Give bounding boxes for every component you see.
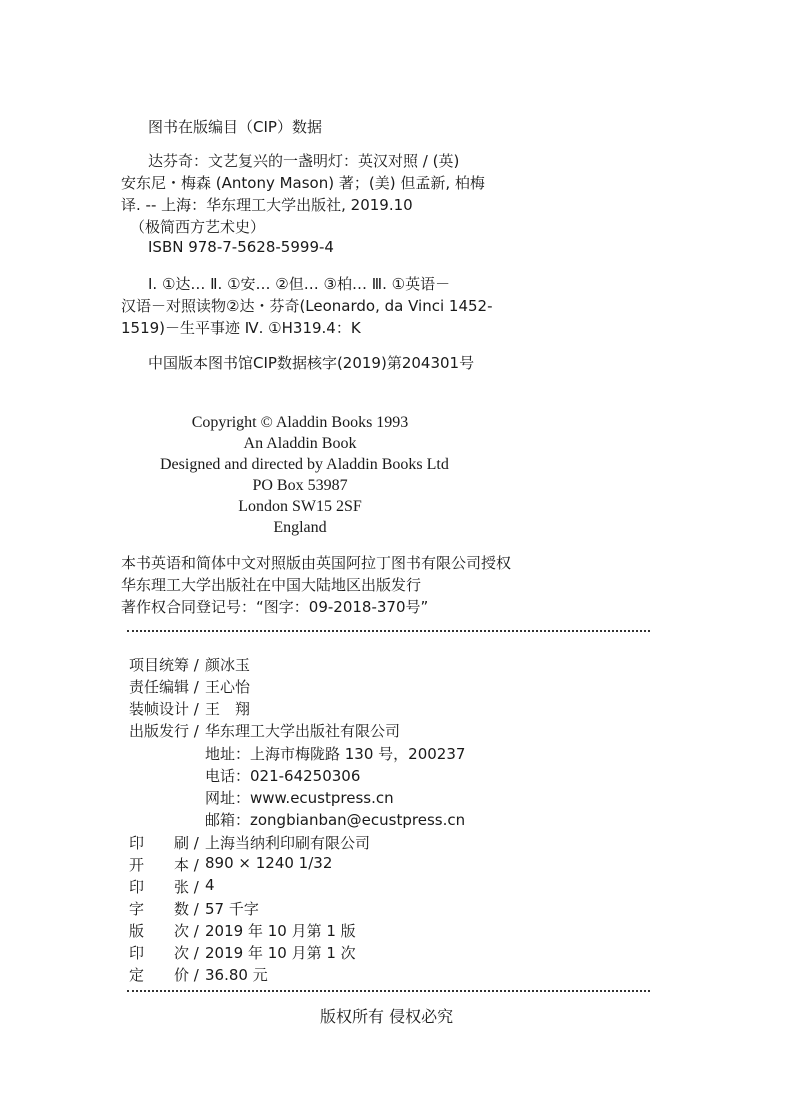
- spec-label: 印 张 /: [129, 878, 199, 896]
- spec-value: 57 千字: [205, 900, 259, 918]
- publisher-address: 地址：上海市梅陇路 130 号，200237: [205, 745, 466, 763]
- spec-label: 版 次 /: [129, 922, 199, 940]
- cip-isbn: ISBN 978-7-5628-5999-4: [148, 238, 334, 256]
- copyright-line: PO Box 53987: [252, 477, 348, 494]
- spec-label: 定 价 /: [129, 966, 199, 984]
- cip-line: 达芬奇：文艺复兴的一盏明灯：英汉对照 / (英): [148, 152, 460, 170]
- spec-label: 字 数 /: [129, 900, 199, 918]
- copyright-line: Designed and directed by Aladdin Books Ltd: [160, 456, 449, 473]
- info-value: 颜冰玉: [205, 656, 251, 674]
- info-label: 项目统筹 /: [129, 656, 199, 674]
- spec-value: 上海当纳利印刷有限公司: [205, 834, 371, 852]
- authorization-line: 著作权合同登记号：“图字：09-2018-370号”: [121, 598, 429, 616]
- publisher-phone: 电话：021-64250306: [205, 767, 361, 785]
- publisher-email: 邮箱：zongbianban@ecustpress.cn: [205, 811, 466, 829]
- cip-classification-line: 汉语－对照读物②达・芬奇(Leonardo, da Vinci 1452-: [121, 297, 493, 315]
- info-value: 王 翔: [205, 700, 251, 718]
- info-value: 王心怡: [205, 678, 251, 696]
- info-label: 装帧设计 /: [129, 700, 199, 718]
- dotted-divider: [127, 990, 650, 992]
- spec-value: 2019 年 10 月第 1 次: [205, 944, 356, 962]
- cip-classification-line: Ⅰ. ①达… Ⅱ. ①安… ②但… ③柏… Ⅲ. ①英语－: [148, 275, 451, 293]
- cip-number: 中国版本图书馆CIP数据核字(2019)第204301号: [148, 354, 475, 372]
- copyright-line: An Aladdin Book: [243, 435, 357, 452]
- spec-label: 开 本 /: [129, 856, 199, 874]
- spec-label: 印 刷 /: [129, 834, 199, 852]
- spec-value: 4: [205, 876, 215, 894]
- authorization-line: 本书英语和简体中文对照版由英国阿拉丁图书有限公司授权: [121, 554, 512, 572]
- publisher-website: 网址：www.ecustpress.cn: [205, 789, 394, 807]
- info-label: 责任编辑 /: [129, 678, 199, 696]
- spec-value: 36.80 元: [205, 966, 268, 984]
- spec-label: 印 次 /: [129, 944, 199, 962]
- cip-classification-line: 1519)－生平事迹 Ⅳ. ①H319.4：K: [121, 319, 361, 337]
- rights-notice: 版权所有 侵权必究: [320, 1007, 454, 1026]
- copyright-line: London SW15 2SF: [238, 498, 362, 515]
- copyright-line: England: [273, 519, 327, 536]
- dotted-divider: [127, 630, 650, 632]
- spec-value: 2019 年 10 月第 1 版: [205, 922, 356, 940]
- publisher-name: 华东理工大学出版社有限公司: [205, 722, 401, 740]
- cip-line: 译. -- 上海：华东理工大学出版社, 2019.10: [121, 196, 413, 214]
- cip-line: 安东尼・梅森 (Antony Mason) 著；(美) 但孟新, 柏梅: [121, 174, 485, 192]
- copyright-line: Copyright © Aladdin Books 1993: [191, 414, 409, 431]
- spec-value: 890 × 1240 1/32: [205, 854, 333, 872]
- cip-line: （极简西方艺术史）: [130, 218, 266, 236]
- info-label: 出版发行 /: [129, 722, 199, 740]
- cip-title: 图书在版编目（CIP）数据: [148, 118, 322, 136]
- authorization-line: 华东理工大学出版社在中国大陆地区出版发行: [121, 576, 422, 594]
